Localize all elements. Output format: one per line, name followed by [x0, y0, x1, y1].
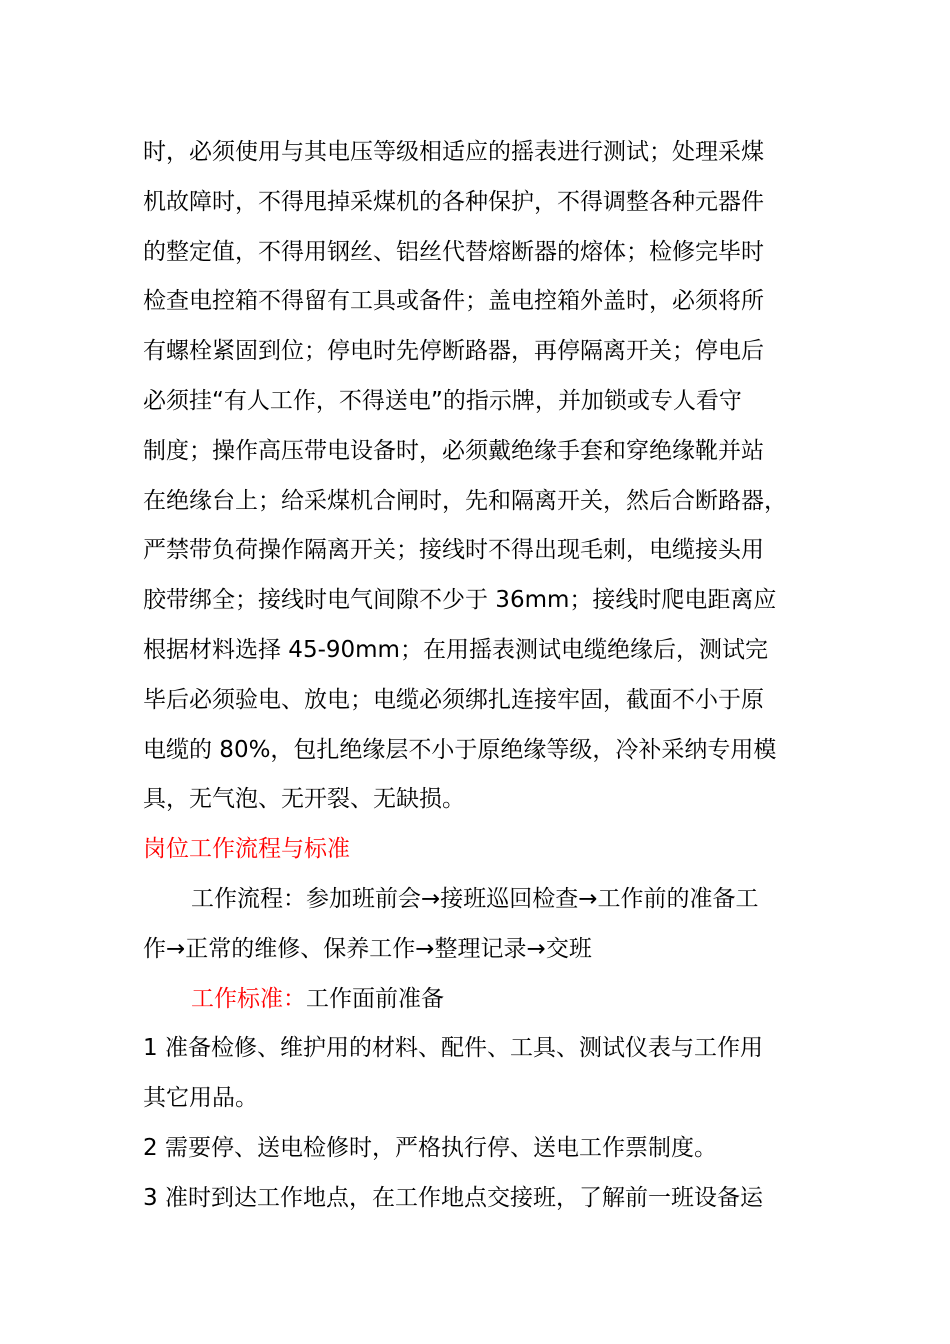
list-item-1-line: 1 准备检修、维护用的材料、配件、工具、测试仪表与工作用 [143, 1035, 763, 1062]
body-line: 根据材料选择 45-90mm；在用摇表测试电缆绝缘后，测试完 [143, 636, 768, 663]
list-item-2: 2 需要停、送电检修时，严格执行停、送电工作票制度。 [143, 1134, 717, 1161]
body-line: 时，必须使用与其电压等级相适应的摇表进行测试；处理采煤 [143, 139, 764, 165]
body-line: 毕后必须验电、放电；电缆必须绑扎连接牢固，截面不小于原 [143, 686, 764, 713]
body-line: 必须挂“有人工作，不得送电”的指示牌，并加锁或专人看守 [143, 387, 742, 414]
body-line: 具，无气泡、无开裂、无缺损。 [143, 786, 465, 813]
body-line: 胶带绑全；接线时电气间隙不少于 36mm；接线时爬电距离应 [143, 587, 777, 614]
body-line: 在绝缘台上；给采煤机合闸时，先和隔离开关，然后合断路器， [143, 487, 787, 514]
workflow-line: 作→正常的维修、保养工作→整理记录→交班 [143, 935, 592, 962]
list-item-3: 3 准时到达工作地点，在工作地点交接班，了解前一班设备运 [143, 1184, 763, 1211]
body-line: 检查电控箱不得留有工具或备件；盖电控箱外盖时，必须将所 [143, 288, 764, 315]
document-body [143, 128, 823, 1224]
list-item-1-line: 其它用品。 [143, 1085, 258, 1112]
standard-label: 工作标准： [191, 985, 306, 1012]
workflow-line: 工作流程：参加班前会→接班巡回检查→工作前的准备工 [191, 885, 759, 912]
body-line: 机故障时，不得甩掉采煤机的各种保护，不得调整各种元器件 [143, 188, 764, 215]
body-line: 制度；操作高压带电设备时，必须戴绝缘手套和穿绝缘靴并站 [143, 437, 764, 464]
body-line: 严禁带负荷操作隔离开关；接线时不得出现毛刺，电缆接头用 [143, 537, 764, 564]
section-heading: 岗位工作流程与标准 [143, 836, 350, 863]
body-line: 的整定值，不得用钢丝、铝丝代替熔断器的熔体；检修完毕时 [143, 238, 764, 265]
standard-text: 工作面前准备 [306, 985, 444, 1012]
body-line: 电缆的 80%，包扎绝缘层不小于原绝缘等级，冷补采纳专用模 [143, 736, 777, 763]
body-line: 有螺栓紧固到位；停电时先停断路器，再停隔离开关；停电后 [143, 338, 764, 365]
standard-line [143, 975, 823, 1025]
